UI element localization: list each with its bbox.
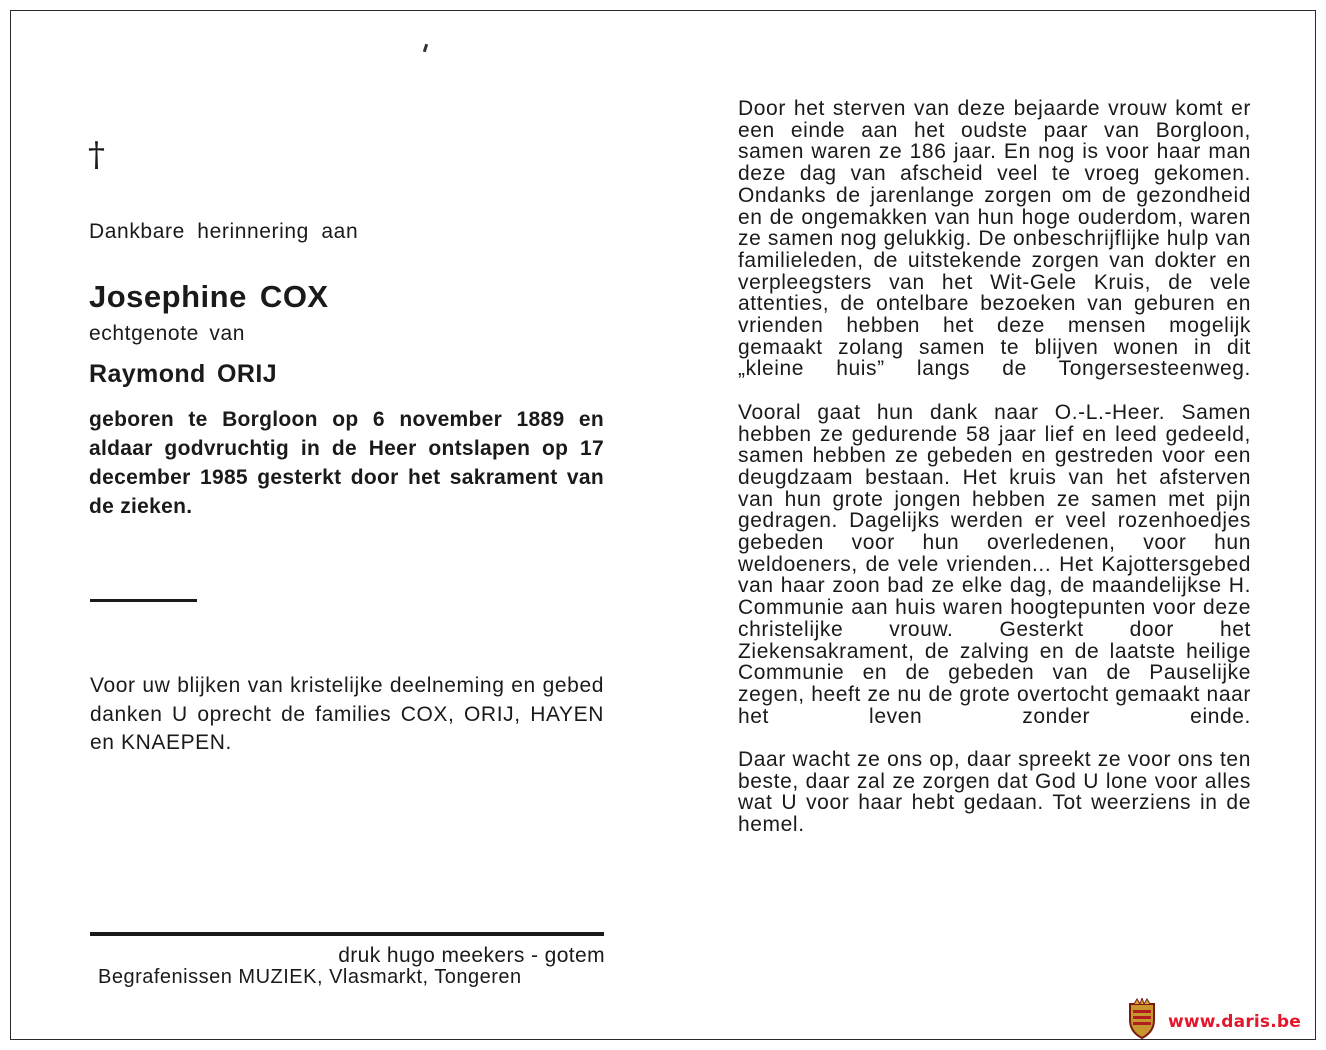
watermark (1124, 1002, 1314, 1042)
intro-text: Dankbare herinnering aan (89, 220, 359, 243)
watermark-url[interactable]: www.daris.be (1168, 1012, 1302, 1032)
cross-icon: † (88, 135, 105, 175)
tribute-paragraph: Door het sterven van deze bejaarde vrouw komt er een einde aan het oudste paar van Borgloon, samen waren ze 186 jaar. En nog is voor haar man deze dag van afscheid veel te vroeg gekomen. Ondanks de jarenlange zorgen om de gezondheid en de ongemakken van hun hoge ouderdom, waren ze samen nog gelukkig. De onbeschrijflijke hulp van familieleden, de uitstekende zorgen van dokter en verpleegsters van het Wit-Gele Kruis, de vele attenties, de ontelbare bezoeken van geburen en vrienden hebben het deze mensen mogelijk gemaakt zolang samen te blijven wonen in dit „kleine huis” langs de Tongersesteenweg. (738, 97, 1251, 381)
tribute-paragraph: Vooral gaat hun dank naar O.-L.-Heer. Samen hebben ze gedurende 58 jaar lief en leed gedeeld, samen hebben ze gebeden en gestreden voor een deugdzaam bestaan. Het kruis van het afsterven van hun grote jongen hebben ze samen met pijn gedragen. Dagelijks werden er veel rozenhoedjes gebeden voor hun overledenen, voor hun weldoeners, de vele vrienden... Het Kajottersgebed van haar zoon bad ze elke dag, de maandelijkse H. Communie aan huis waren hoogtepunten voor deze christelijke vrouw. Gesterkt door het Ziekensakrament, de zalving en de laatste heilige Communie en de gebeden van de Pauselijke zegen, heeft ze nu de grote overtocht gemaakt naar het leven zonder einde. (738, 400, 1251, 728)
spouse-name: Raymond ORIJ (89, 360, 277, 388)
funeral-home-credit: Begrafenissen MUZIEK, Vlasmarkt, Tongeren (98, 966, 522, 988)
tribute-paragraph: Daar wacht ze ons op, daar spreekt ze voor ons ten beste, daar zal ze zorgen dat God U lone voor alles wat U voor haar hebt gedaan. Tot weerziens in de hemel. (738, 748, 1251, 837)
birth-death-text: geboren te Borgloon op 6 november 1889 en aldaar godvruchtig in de Heer ontslapen op 17 december 1985 gesterkt door het sakrament van de zieken. (89, 408, 604, 518)
footer-divider (90, 932, 604, 936)
deceased-name: Josephine COX (89, 279, 329, 314)
crest-icon (1124, 998, 1160, 1040)
spouse-relation: echtgenote van (89, 322, 246, 345)
tribute-text (738, 98, 1251, 836)
printer-credit: druk hugo meekers - gotem (338, 944, 605, 967)
divider (90, 599, 197, 602)
thanks-text: Voor uw blijken van kristelijke deelneming en gebed danken U oprecht de families COX, ORIJ, HAYEN en KNAEPEN. (90, 674, 604, 754)
